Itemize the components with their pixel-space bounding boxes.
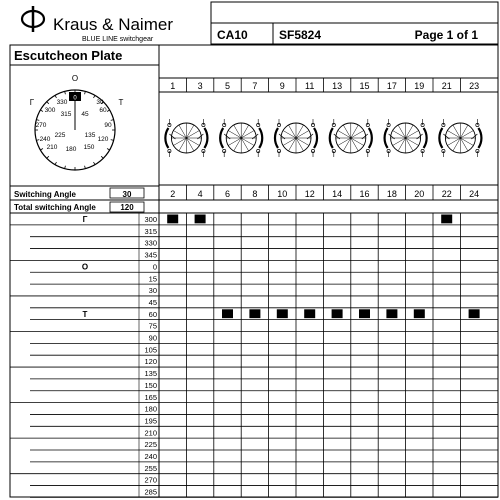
position-row bbox=[30, 369, 498, 379]
dial-tick bbox=[107, 149, 110, 151]
position-row bbox=[30, 476, 498, 486]
escutcheon-dial bbox=[30, 74, 124, 170]
contact-closed-mark bbox=[167, 215, 178, 224]
position-row bbox=[30, 488, 498, 498]
position-angle: 315 bbox=[144, 226, 157, 236]
terminal-bottom-label: 22 bbox=[441, 189, 452, 199]
position-angle: 270 bbox=[144, 475, 157, 485]
drawing-code: SF5824 bbox=[279, 28, 322, 42]
terminal-top-label: 1 bbox=[170, 81, 176, 91]
header-info bbox=[211, 2, 498, 44]
dial-number: 225 bbox=[54, 132, 66, 139]
position-angle: 45 bbox=[148, 297, 157, 307]
terminal-top-label: 5 bbox=[224, 81, 231, 91]
position-angle: 60 bbox=[148, 309, 157, 319]
position-row bbox=[30, 227, 498, 237]
switching-angle-label: Switching Angle bbox=[14, 190, 76, 199]
position-angle: 240 bbox=[144, 452, 157, 461]
contact-cam-icon bbox=[275, 119, 317, 157]
dial-number: 120 bbox=[97, 136, 109, 143]
dial-number: 30 bbox=[96, 99, 104, 106]
position-row bbox=[30, 452, 498, 462]
position-angle: 210 bbox=[144, 428, 157, 438]
dial-number: 90 bbox=[104, 122, 112, 129]
position-angle: 75 bbox=[148, 321, 157, 331]
terminal-bottom-label: 2 bbox=[170, 189, 176, 199]
brand-block bbox=[22, 6, 173, 43]
position-row bbox=[30, 262, 498, 272]
dial-tick bbox=[47, 102, 49, 104]
dial-tick bbox=[55, 162, 57, 165]
position-angle: 105 bbox=[144, 345, 157, 355]
position-angle: 225 bbox=[144, 440, 157, 450]
position-row bbox=[10, 428, 498, 438]
position-angle: 255 bbox=[144, 463, 157, 473]
contact-cam-icon bbox=[439, 119, 481, 157]
contact-closed-mark bbox=[304, 309, 315, 318]
position-label: T bbox=[82, 309, 88, 319]
terminal-bottom-label: 14 bbox=[332, 189, 343, 199]
position-angle: 30 bbox=[148, 286, 157, 296]
terminal-bottom-label: 6 bbox=[224, 189, 231, 199]
brand-name: Kraus & Naimer bbox=[53, 15, 173, 34]
contact-diagram bbox=[159, 78, 498, 200]
position-label: Γ bbox=[82, 215, 88, 224]
position-row bbox=[30, 334, 498, 344]
terminal-bottom-label: 10 bbox=[277, 189, 288, 199]
contact-closed-mark bbox=[195, 215, 206, 224]
position-angle: 0 bbox=[152, 262, 157, 272]
position-angle: 150 bbox=[144, 380, 157, 390]
position-row bbox=[30, 298, 498, 308]
dial-tick bbox=[94, 162, 96, 165]
position-angle: 15 bbox=[148, 274, 157, 284]
terminal-bottom-label: 18 bbox=[386, 189, 397, 199]
terminal-bottom-label: 4 bbox=[197, 189, 203, 199]
position-row bbox=[10, 286, 498, 296]
position-row bbox=[10, 322, 498, 332]
contact-closed-mark bbox=[277, 309, 288, 318]
position-angle: 90 bbox=[148, 333, 157, 343]
dial-number: 150 bbox=[83, 144, 95, 151]
contact-closed-mark bbox=[222, 309, 233, 318]
dial-tick bbox=[47, 156, 49, 158]
dial-label-top: O bbox=[71, 74, 79, 83]
brand-tagline: BLUE LINE switchgear bbox=[82, 36, 154, 43]
terminal-bottom-label: 12 bbox=[304, 189, 315, 199]
contact-closed-mark bbox=[249, 309, 260, 318]
terminal-top-label: 11 bbox=[305, 81, 315, 91]
dial-tick bbox=[55, 95, 57, 98]
position-angle: 135 bbox=[144, 369, 157, 379]
model-code: CA10 bbox=[217, 28, 248, 42]
contact-closed-mark bbox=[441, 215, 452, 224]
position-label: O bbox=[81, 262, 89, 272]
contact-cam-icon bbox=[165, 119, 207, 157]
contact-closed-mark bbox=[386, 309, 397, 318]
dial-number: 60 bbox=[99, 107, 107, 114]
terminal-top-label: 9 bbox=[279, 81, 285, 91]
dial-tick bbox=[107, 110, 110, 112]
position-row bbox=[10, 251, 498, 261]
terminal-top-label: 13 bbox=[332, 81, 343, 91]
terminal-bottom-label: 24 bbox=[469, 189, 480, 199]
page-number: Page 1 of 1 bbox=[414, 28, 478, 42]
position-angle: 195 bbox=[144, 416, 157, 426]
position-row bbox=[10, 357, 498, 367]
terminal-top-label: 19 bbox=[414, 81, 425, 91]
total-switching-angle-value: 120 bbox=[120, 203, 134, 212]
position-angle: 180 bbox=[144, 404, 157, 414]
dial-number: 270 bbox=[35, 122, 47, 129]
position-table bbox=[10, 213, 498, 497]
dial-number: 180 bbox=[65, 146, 77, 153]
position-row bbox=[30, 381, 498, 391]
position-row bbox=[10, 393, 498, 403]
contact-closed-mark bbox=[414, 309, 425, 318]
dial-pointer-label: 0 bbox=[73, 95, 77, 102]
phi-logo-icon bbox=[22, 6, 44, 32]
contact-closed-mark bbox=[469, 309, 480, 318]
contact-closed-mark bbox=[359, 309, 370, 318]
contact-cam-icon bbox=[220, 119, 262, 157]
position-row bbox=[30, 239, 498, 249]
dial-number: 135 bbox=[84, 132, 96, 139]
terminal-top-label: 23 bbox=[469, 81, 480, 91]
position-row bbox=[30, 345, 498, 355]
terminal-bottom-label: 8 bbox=[252, 189, 258, 199]
terminal-top-label: 21 bbox=[441, 81, 452, 91]
position-angle: 330 bbox=[144, 238, 157, 248]
position-row bbox=[30, 309, 498, 319]
contact-closed-mark bbox=[332, 309, 343, 318]
escutcheon-title: Escutcheon Plate bbox=[14, 48, 123, 63]
terminal-bottom-label: 20 bbox=[414, 189, 425, 199]
terminal-top-label: 3 bbox=[197, 81, 203, 91]
dial-number: 210 bbox=[46, 144, 58, 151]
dial-tick bbox=[101, 156, 103, 158]
position-angle: 300 bbox=[144, 215, 157, 224]
position-row bbox=[10, 215, 498, 225]
position-angle: 165 bbox=[144, 392, 157, 402]
total-switching-angle-label: Total switching Angle bbox=[14, 203, 96, 212]
switching-angle-value: 30 bbox=[122, 190, 132, 199]
terminal-top-label: 17 bbox=[386, 81, 397, 91]
position-angle: 285 bbox=[144, 487, 157, 497]
dial-number: 240 bbox=[39, 136, 51, 143]
dial-number: 315 bbox=[60, 111, 72, 118]
dial-number: 300 bbox=[44, 107, 56, 114]
contact-cam-icon bbox=[330, 119, 372, 157]
position-row bbox=[30, 440, 498, 450]
dial-number: 330 bbox=[56, 99, 68, 106]
terminal-top-label: 15 bbox=[359, 81, 370, 91]
dial-tick bbox=[94, 95, 96, 98]
position-row bbox=[30, 274, 498, 284]
position-angle: 120 bbox=[144, 357, 157, 367]
position-row bbox=[30, 416, 498, 426]
dial-tick bbox=[40, 149, 43, 151]
dial-number: 45 bbox=[81, 111, 89, 118]
dial-label-right: T bbox=[118, 98, 124, 107]
terminal-bottom-label: 16 bbox=[359, 189, 370, 199]
contact-cam-icon bbox=[385, 119, 427, 157]
terminal-top-label: 7 bbox=[252, 81, 258, 91]
position-angle: 345 bbox=[144, 250, 157, 260]
dial-tick bbox=[40, 110, 43, 112]
dial-label-left: Γ bbox=[29, 98, 35, 107]
position-row bbox=[30, 405, 498, 415]
position-row bbox=[10, 464, 498, 474]
